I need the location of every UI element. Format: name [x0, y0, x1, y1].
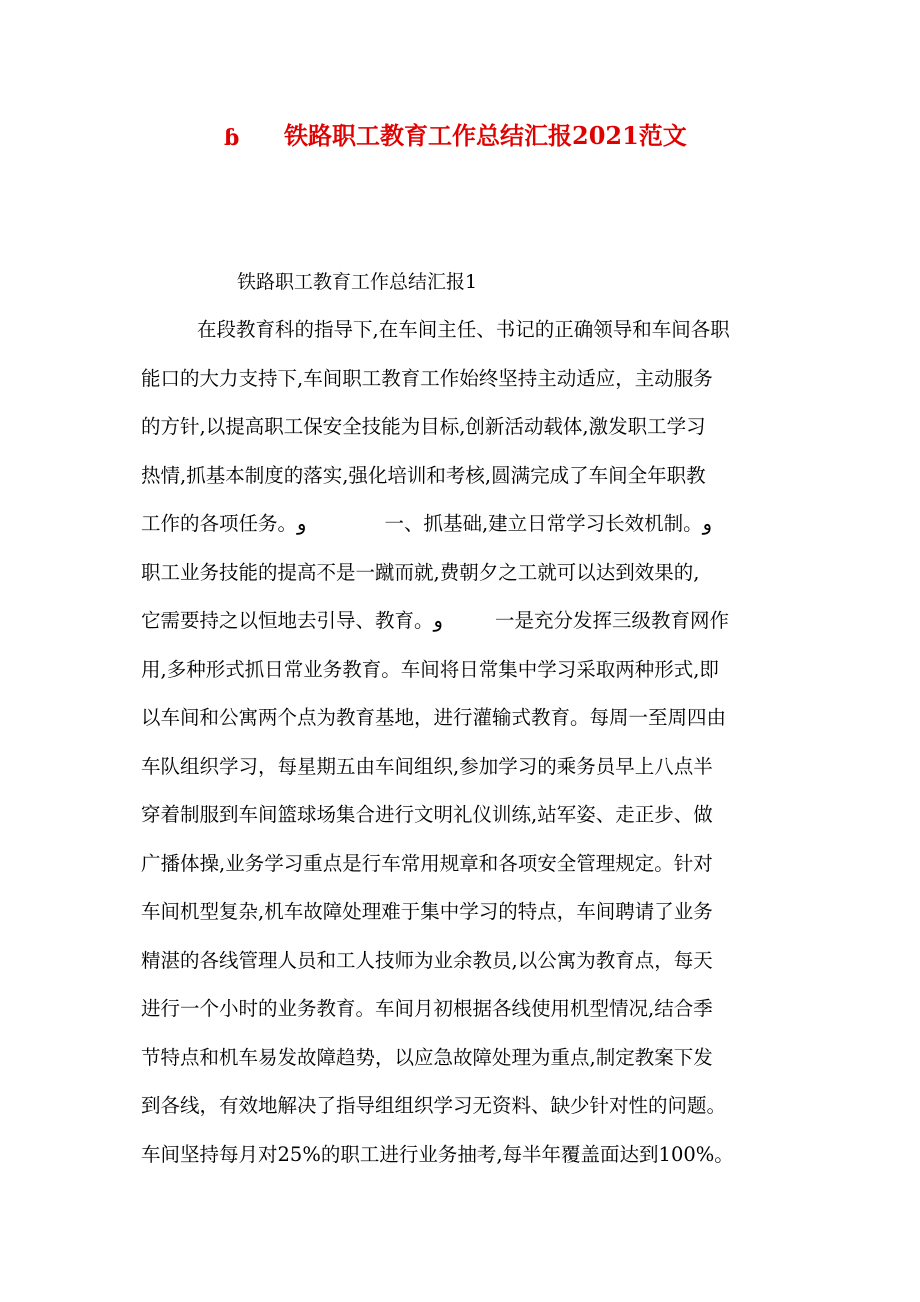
body-line: 广播体操,业务学习重点是行车常用规章和各项安全管理规定。针对 — [141, 851, 713, 875]
body-line-segment: 一、抓基础,建立日常学习长效机制。 — [384, 512, 703, 535]
body-line: 的方针,以提高职工保安全技能为目标,创新活动载体,激发职工学习 — [141, 415, 706, 438]
body-line: 用,多种形式抓日常业务教育。车间将日常集中学习采取两种形式,即 — [141, 657, 719, 681]
title-bullet-mark: ɓ — [224, 125, 240, 151]
paragraph-mark: و — [433, 609, 443, 632]
body-line: 到各线，有效地解决了指导组组织学习无资料、缺少针对性的问题。 — [141, 1094, 727, 1117]
page-title: 铁路职工教育工作总结汇报2021范文 — [284, 121, 687, 150]
body-line: 穿着制服到车间篮球场集合进行文明礼仪训练,站军姿、走正步、做 — [141, 803, 713, 826]
body-line-segment: 它需要持之以恒地去引导、教育。 — [141, 609, 434, 632]
body-line-segment: 工作的各项任务。 — [141, 512, 298, 535]
body-line: 能口的大力支持下,车间职工教育工作始终坚持主动适应，主动服务 — [141, 366, 713, 390]
body-line: 车队组织学习，每星期五由车间组织,参加学习的乘务员早上八点半 — [141, 754, 713, 778]
body-line: 以车间和公寓两个点为教育基地，进行灌输式教育。每周一至周四由 — [141, 706, 727, 729]
body-line: 进行一个小时的业务教育。车间月初根据各线使用机型情况,结合季 — [141, 997, 713, 1020]
body-line: 在段教育科的指导下,在车间主任、书记的正确领导和车间各职 — [197, 318, 730, 341]
body-line: 精湛的各线管理人员和工人技师为业余教员,以公寓为教育点，每天 — [141, 948, 713, 972]
body-line: 热情,抓基本制度的落实,强化培训和考核,圆满完成了车间全年职教 — [141, 463, 706, 487]
body-line: 车间机型复杂,机车故障处理难于集中学习的特点，车间聘请了业务 — [141, 900, 713, 923]
body-line — [141, 605, 801, 654]
title-row — [0, 118, 920, 158]
body-line: 节特点和机车易发故障趋势，以应急故障处理为重点,制定教案下发 — [141, 1045, 713, 1069]
paragraph-mark: و — [297, 512, 307, 535]
section-subheading: 铁路职工教育工作总结汇报1 — [237, 271, 478, 293]
body-line — [141, 508, 801, 557]
body-line: 职工业务技能的提高不是一蹴而就,费朝夕之工就可以达到效果的, — [141, 560, 700, 584]
paragraph-mark: و — [702, 512, 713, 535]
body-text — [141, 314, 801, 1187]
body-line: 车间坚持每月对25%的职工进行业务抽考,每半年覆盖面达到100%。 — [141, 1142, 734, 1166]
body-line-segment: 一是充分发挥三级教育网作 — [494, 609, 729, 632]
